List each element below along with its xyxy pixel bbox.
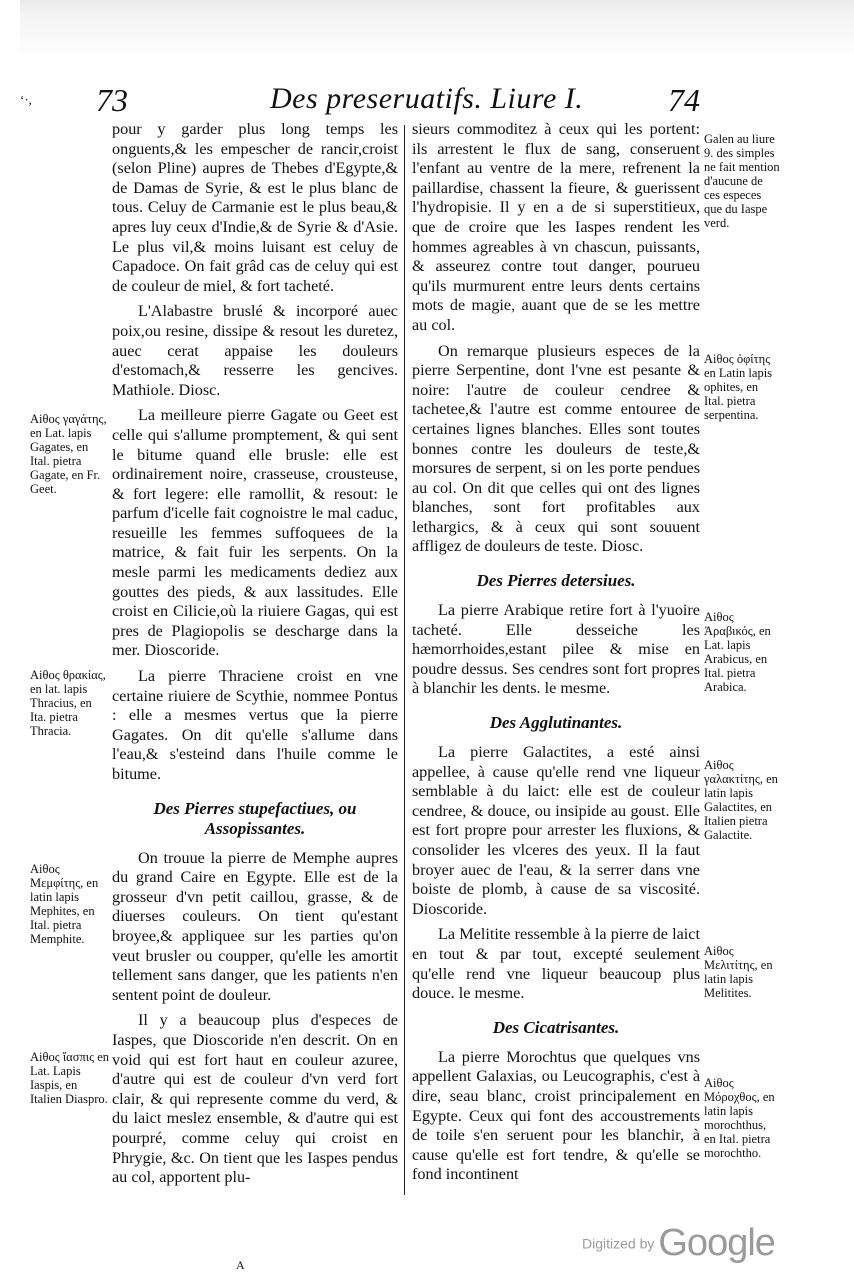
margin-note: Aiθος ὀφίτης en Latin lapis ophites, en Ital. pietra serpentina.	[704, 352, 773, 422]
paragraph: La pierre Morochtus que quelques vns appellent Galaxias, ou Leucographis, c'est à dire, seau blanc, croist principalement en Egypte. Ceux qui font des accoustrements de toile s'en seruent pour les blanchir, à cause qu'elle est fort tendre, & qu'elle se fond incontinent	[412, 1047, 700, 1184]
running-title: Des preseruatifs. Liure I.	[270, 82, 584, 115]
paragraph: sieurs commoditez à ceux qui les portent: ils arrestent le flux de sang, conseruent l'enfant au ventre de la mere, refrenent la paillardise, chassent la fieure, & guerissent l'hydropisie. Il y en a de si superstitieux, que de croire que les Iaspes rendent les hommes agreables à vn chascun, puissants, & asseurez contre tout danger, pourueu qu'ils murmurent entre leurs dents certains mots de magie, auant que de se les mettre au col.	[412, 120, 700, 334]
margin-note: Aiθος θρακίας, en lat. lapis Thracius, en Ita. pietra Thracia.	[30, 668, 106, 738]
paragraph: La pierre Galactites, a esté ainsi appellee, à cause qu'elle rend vne liqueur semblable à du laict: elle est de couleur cendree, & douce, ou insipide au goust. Elle est fort propre pour arrester les fluxions, & consolider les vlceres des yeux. Il la faut broyer auec de l'eau, & la serrer dans vne boiste de plomb, à cause de sa viscosité. Dioscoride.	[412, 743, 700, 918]
paragraph: La Melitite ressemble à la pierre de laict en tout & par tout, excepté seulement qu'elle rend vne liqueur beaucoup plus douce. le mesme.	[412, 925, 700, 1003]
paragraph: On trouue la pierre de Memphe aupres du grand Caire en Egypte. Elle est de la grosseur d'vn petit caillou, grasse, & de diuerses couleurs. On tient qu'estant broyee,& appliquee sur les parties qu'on veut brusler ou coupper, qu'elle les amortit tellement sans danger, que les patients n'en sentent point de douleur.	[112, 848, 398, 1004]
paragraph: On remarque plusieurs especes de la pierre Serpentine, dont l'vne est pesante & noire: l'autre de couleur cendree & tachetee,& l'autre est comme entouree de certaines lignes blanches. Elles sont toutes bonnes contre les douleurs de teste,& morsures de serpent, si on les porte pendues au col. On dit que celles qui ont des lignes blanches, sont fort profitables aux lethargics, & à ceux qui sont souuent affligez de douleurs de teste. Diosc.	[412, 341, 700, 556]
margin-note: Galen au liure 9. des simples ne fait mention d'aucune de ces especes que du Iaspe verd.	[704, 132, 780, 230]
margin-note: Aiθος Μελιτίτης, en latin lapis Melitites.	[704, 944, 773, 1000]
section-heading: Des Pierres detersiues.	[476, 571, 636, 591]
paragraph: pour y garder plus long temps les onguents,& les empescher de rancir,croist (selon Pline) aupres de Thebes d'Egypte,& de Damas de Syrie, & est le plus blanc de tous. Celuy de Carmanie est le plus beau,& apres luy ceux d'Indie,& de Syrie & d'Asie. Le plus vil,& moins luisant est celuy de Capadoce. On fait grâd cas de celuy qui est de couleur de miel, & fort tacheté.	[112, 120, 398, 295]
section-heading: Des Pierres stupefactiues, ou Assopissantes.	[153, 798, 357, 838]
margin-note: Aiθος γαλακτίτης, en latin lapis Galactites, en Italien pietra Galactite.	[704, 758, 778, 842]
margin-note: Aiθος Μόροχθος, en latin lapis morochthus, en Ital. pietra morochtho.	[704, 1076, 775, 1160]
google-logo: Google	[658, 1222, 775, 1264]
stray-mark: ‘·,	[20, 92, 32, 107]
paragraph: La pierre Thraciene croist en vne certaine riuiere de Scythie, nommee Pontus : elle a mesmes vertus que la pierre Gagates. On dit qu'elle s'allume dans l'eau,& s'esteind dans l'huile comme le bitume.	[112, 667, 398, 783]
digitized-watermark	[582, 1222, 775, 1265]
section-heading: Des Cicatrisantes.	[492, 1017, 620, 1037]
digitized-label: Digitized by	[582, 1235, 655, 1252]
signature-mark: A	[236, 1258, 245, 1272]
paragraph: La meilleure pierre Gagate ou Geet est celle qui s'allume promptement, & qui sent le bitume quand elle brusle: elle est ordinairement noire, crasseuse, crousteuse, & fort legere: elle ramollit, & resout: le parfum d'icelle fait cognoistre le mal caduc, resueille les femmes suffoquees de la matrice, & fait fuir les serpents. On la mesle parmi les medicaments dediez aux gouttes des pieds, & aux lassitudes. Elle croist en Cilicie,où la riuiere Gagas, qui est pres de Plagiopolis se descharge dans la mer. Dioscoride.	[112, 406, 398, 660]
page-number-right: 74	[668, 82, 700, 118]
page-number-left: 73	[96, 82, 128, 118]
column-rule	[404, 125, 405, 1195]
paragraph: Il y a beaucoup plus d'especes de Iaspes, que Dioscoride n'en descrit. On en void qui est fort haut en couleur azuree, d'autre qui est de couleur d'vn verd fort clair, & qui represente comme du verd, & du laict meslez ensemble, & d'autre qui est pourpré, comme celuy qui croist en Phrygie, &c. On tient que les Iaspes pendus au col, apportent plu-	[112, 1011, 398, 1187]
margin-note: Aiθος Ἀραβικός, en Lat. lapis Arabicus, en Ital. pietra Arabica.	[704, 610, 771, 694]
section-heading: Des Agglutinantes.	[489, 713, 623, 733]
right-column	[412, 120, 700, 1191]
left-column	[112, 120, 398, 1194]
paragraph: L'Alabastre bruslé & incorporé auec poix,ou resine, dissipe & resout les duretez, auec cerat appaise les douleurs d'estomach,& resserre les gencives. Mathiole. Diosc.	[112, 302, 398, 399]
margin-note: Aiθος Μεμφίτης, en latin lapis Mephites, en Ital. pietra Memphite.	[30, 862, 99, 946]
margin-note: Aiθος γαγάτης, en Lat. lapis Gagates, en Ital. pietra Gagate, en Fr. Geet.	[30, 412, 107, 496]
paragraph: La pierre Arabique retire fort à l'yuoire tacheté. Elle desseiche les hæmorrhoides,estant pilee & mise en poudre dessus. Ses cendres sont fort propres à blanchir les dents. le mesme.	[412, 601, 700, 698]
scan-edge-shadow	[20, 0, 854, 60]
margin-note: Aiθος ἴασπις en Lat. Lapis Iaspis, en Italien Diaspro.	[30, 1050, 110, 1106]
